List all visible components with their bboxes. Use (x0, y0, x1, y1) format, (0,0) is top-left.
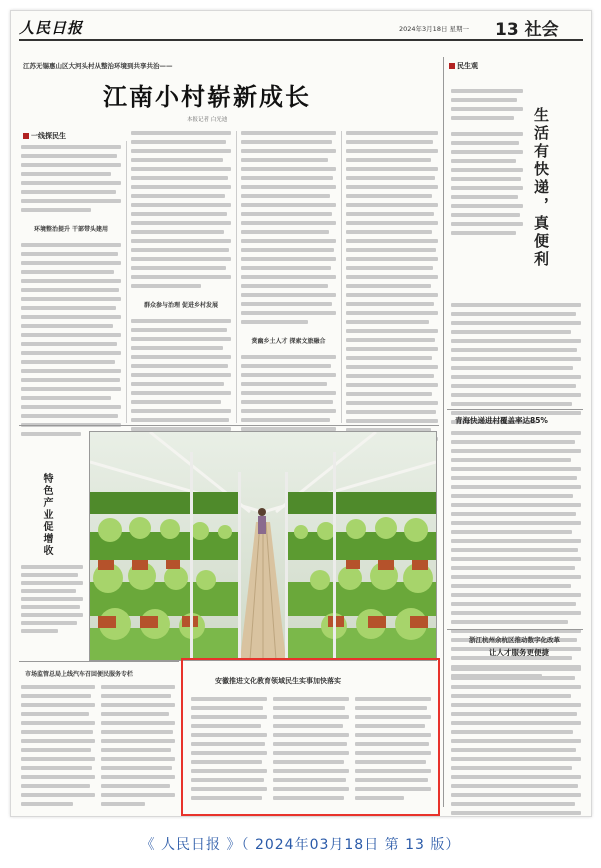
sidebar-section-mark-icon (449, 63, 455, 69)
sidebar-brief-col (451, 431, 581, 683)
main-col-3 (241, 131, 336, 445)
newspaper-page (10, 10, 592, 817)
sidebar-section-label (449, 61, 478, 71)
highlight-col-1 (191, 697, 267, 805)
sidebar-story-head: 让人才服务更便捷 (489, 648, 549, 657)
subhead-2: 群众参与治理 促进乡村发展 (143, 302, 219, 309)
page-source-caption: 《 人民日报 》（ 2024年03月18日 第 13 版） (140, 837, 461, 853)
greenhouse-illustration (90, 432, 436, 660)
sidebar-brief-head: 青海快递进村覆盖率达85% (455, 416, 548, 425)
page-header (19, 17, 583, 41)
highlight-col-2 (273, 697, 349, 805)
main-col-1 (21, 145, 121, 441)
photo-caption-text (21, 565, 83, 637)
subhead-1: 环境整治提升 干部带头建用 (33, 226, 109, 233)
main-col-2 (131, 131, 231, 445)
sidebar-story-col (451, 667, 581, 817)
sidebar-title: 生活有快递，真便利 (532, 107, 550, 269)
section-label-text: 一线探民生 (31, 132, 66, 140)
sidebar-col-wide (451, 303, 581, 429)
main-byline: 本报记者 白光迪 (187, 117, 228, 123)
lower-left-col-2 (101, 685, 175, 811)
header-date: 2024年3月18日 星期一 (399, 25, 470, 33)
subhead-3: 赏幽乡土人才 探索文旅融合 (251, 338, 326, 345)
main-col-4 (346, 131, 438, 455)
highlight-col-3 (355, 697, 431, 805)
lower-left-headline: 市场监管总局上线汽车召回便民服务专栏 (25, 671, 134, 678)
photo-caption-vertical: 特色产业促增收 (41, 473, 52, 557)
section-mark-icon (23, 133, 29, 139)
sidebar-col (451, 89, 523, 240)
main-kicker: 江苏无锡惠山区大河头村从整治环境到共享共治—— (23, 62, 173, 70)
sidebar-story-kicker: 浙江杭州余杭区推动数字化改革 (469, 636, 560, 644)
highlight-headline: 安徽推进文化教育领域民生实事加快落实 (215, 677, 341, 685)
lower-left-col-1 (21, 685, 95, 811)
section-label-main (23, 131, 66, 141)
greenhouse-photo (89, 431, 437, 661)
page-number: 13 社会 (495, 20, 559, 40)
masthead: 人民日报 (19, 19, 84, 37)
main-headline: 江南小村崭新成长 (103, 82, 311, 111)
sidebar-section-label-text: 民生观 (457, 62, 478, 70)
